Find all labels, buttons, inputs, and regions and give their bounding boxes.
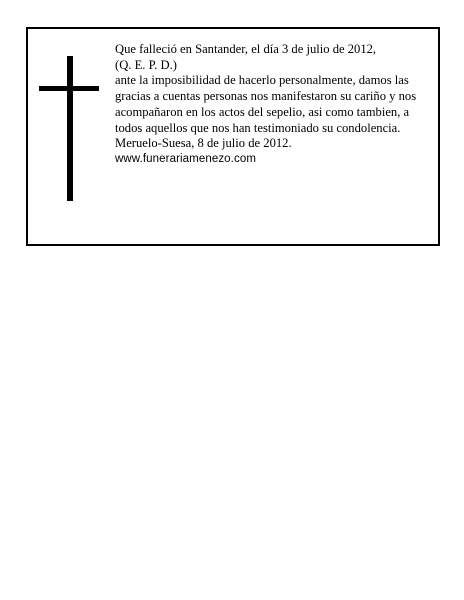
death-announcement: Que falleció en Santander, el día 3 de julio de 2012, (115, 42, 377, 56)
place-and-date: Meruelo-Suesa, 8 de julio de 2012. (115, 136, 292, 151)
cross-horizontal-bar (39, 86, 99, 91)
rest-in-peace-abbreviation: (Q. E. P. D.) (115, 57, 177, 72)
cross-icon (39, 56, 99, 201)
cross-vertical-bar (67, 56, 73, 201)
notice-text (115, 42, 435, 168)
funeral-home-website: www.funerariamenezo.com (115, 152, 256, 165)
gratitude-message: ante la imposibilidad de hacerlo personalmente, damos las gracias a cuentas personas nos manifestaron su cariño y nos acompañaron en los actos del sepelio, asi como tambien, a todos aquellos que nos han testimoniado su condolencia. (115, 73, 417, 135)
obituary-notice (26, 27, 440, 246)
